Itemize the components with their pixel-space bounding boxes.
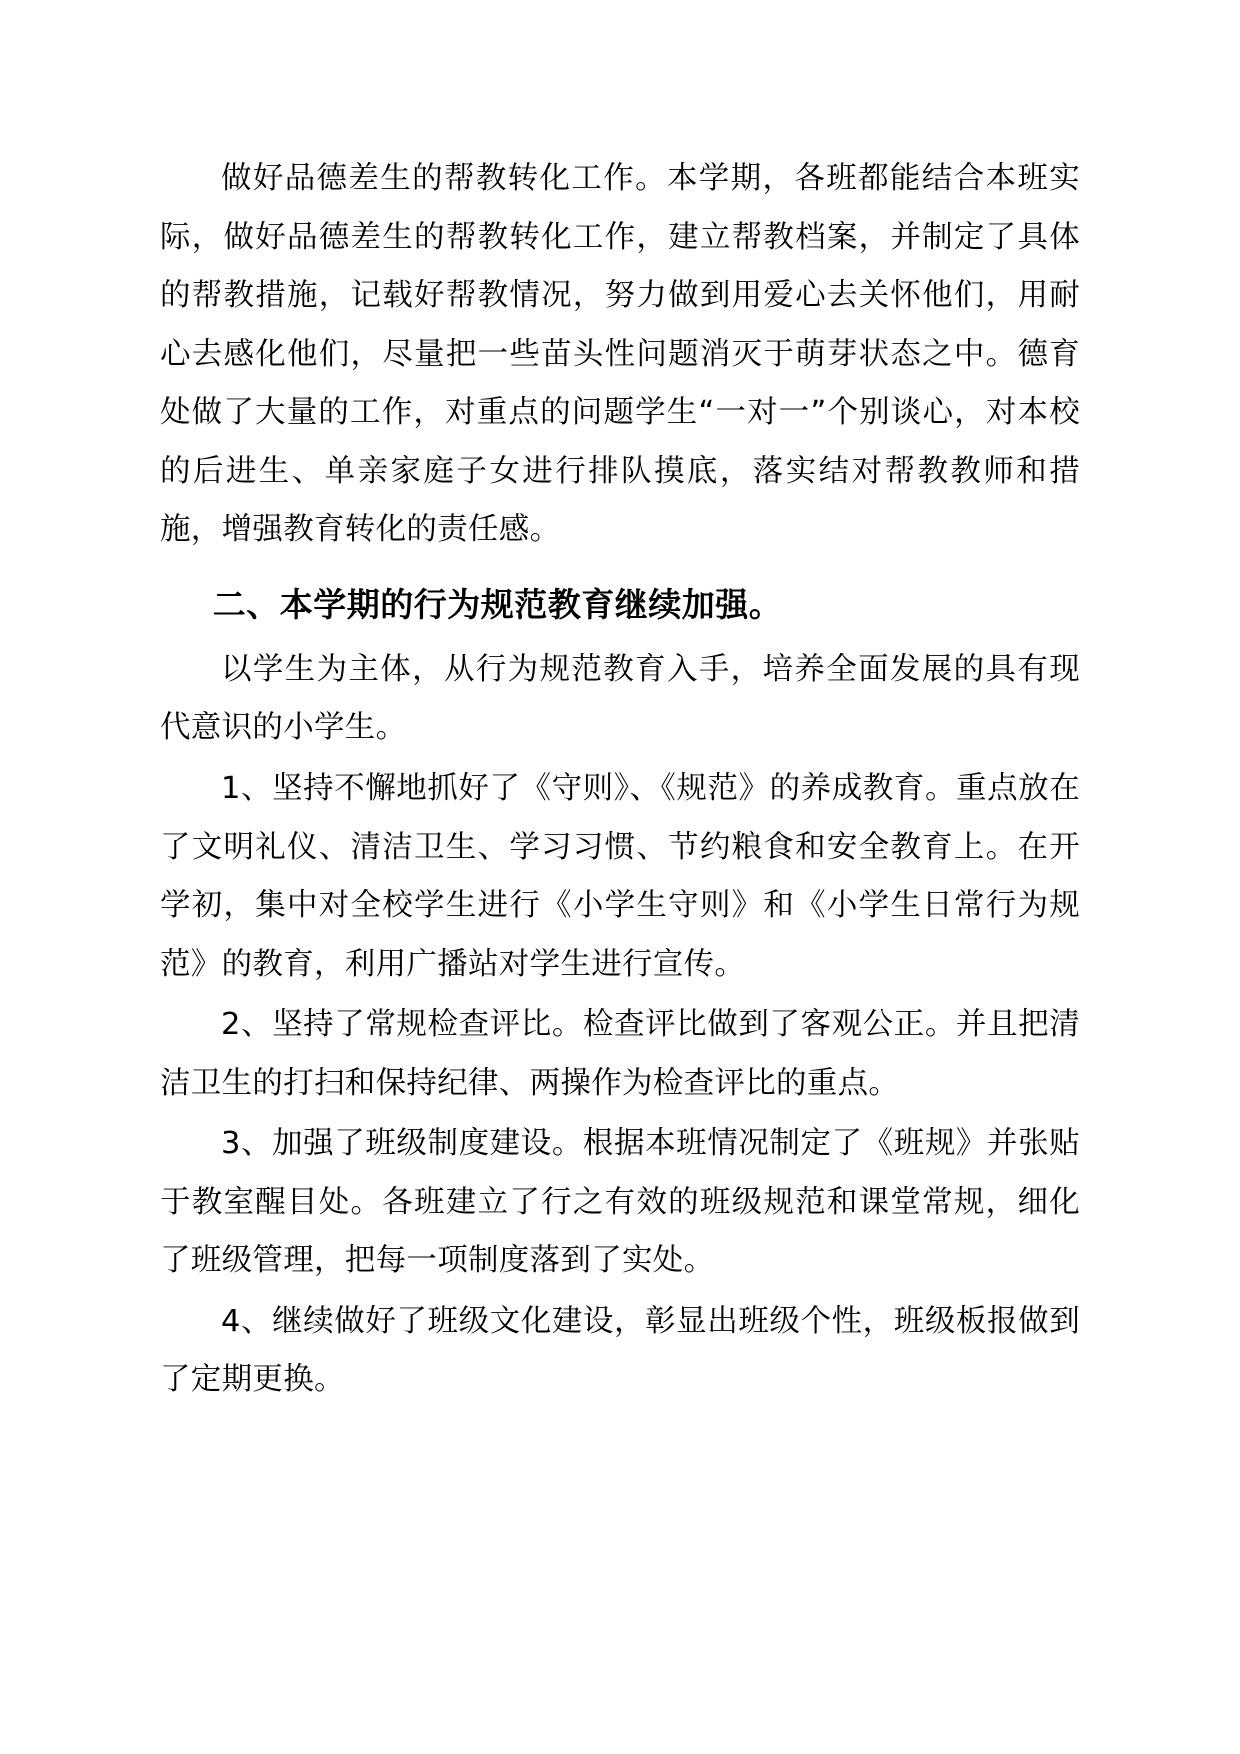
document-body	[160, 150, 1080, 1410]
paragraph-item-4: 4、继续做好了班级文化建设，彰显出班级个性，班级板报做到了定期更换。	[160, 1303, 1080, 1398]
section-heading-two: 二、本学期的行为规范教育继续加强。	[212, 584, 783, 624]
paragraph-item-1: 1、坚持不懈地抓好了《守则》、《规范》的养成教育。重点放在了文明礼仪、清洁卫生、学习习惯、节约粮食和安全教育上。在开学初，集中对全校学生进行《小学生守则》和《小学生日常行为规范》的教育，利用广播站对学生进行宣传。	[160, 770, 1080, 982]
paragraph-student-centered: 以学生为主体，从行为规范教育入手，培养全面发展的具有现代意识的小学生。	[160, 651, 1080, 746]
paragraph-item-3: 3、加强了班级制度建设。根据本班情况制定了《班规》并张贴于教室醒目处。各班建立了行之有效的班级规范和课堂常规，细化了班级管理，把每一项制度落到了实处。	[160, 1126, 1080, 1279]
paragraph-item-2: 2、坚持了常规检查评比。检查评比做到了客观公正。并且把清洁卫生的打扫和保持纪律、两操作为检查评比的重点。	[160, 1007, 1080, 1101]
paragraph-moral-education-help: 做好品德差生的帮教转化工作。本学期，各班都能结合本班实际，做好品德差生的帮教转化工作，建立帮教档案，并制定了具体的帮教措施，记载好帮教情况，努力做到用爱心去关怀他们，用耐心去感化他们，尽量把一些苗头性问题消灭于萌芽状态之中。德育处做了大量的工作，对重点的问题学生“一对一”个别谈心，对本校的后进生、单亲家庭子女进行排队摸底，落实结对帮教教师和措施，增强教育转化的责任感。	[160, 161, 1080, 548]
